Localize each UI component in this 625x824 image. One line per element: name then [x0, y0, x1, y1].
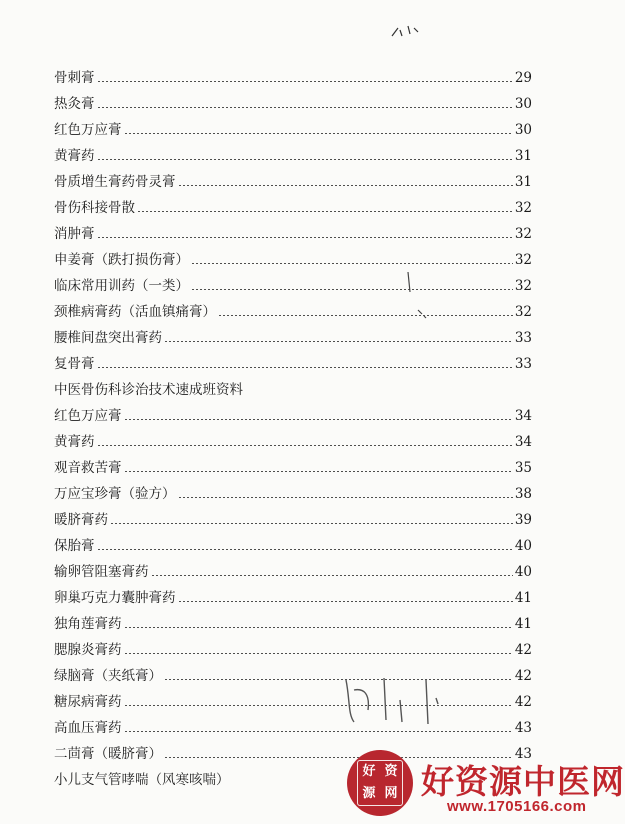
toc-entry-title: 腮腺炎膏药: [54, 642, 122, 658]
toc-entry-title: 观音救苦膏: [54, 460, 122, 476]
dot-leader: [97, 549, 513, 550]
toc-entry-page: 43: [514, 746, 532, 762]
toc-entry: [54, 138, 532, 164]
toc-entry-page: 40: [514, 564, 532, 580]
toc-entry: [54, 164, 532, 190]
dot-leader: [110, 523, 513, 524]
dot-leader: [97, 445, 513, 446]
seal-stamp: [347, 750, 413, 816]
dot-leader: [124, 653, 513, 654]
seal-char: 网: [384, 786, 398, 801]
seal-char: 源: [362, 786, 376, 801]
table-of-contents: [54, 60, 532, 788]
toc-entry: [54, 372, 532, 398]
toc-entry: [54, 554, 532, 580]
toc-entry-page: 42: [514, 694, 532, 710]
toc-entry-title: 二茴膏（暖脐膏）: [54, 746, 162, 762]
toc-entry: [54, 242, 532, 268]
toc-entry-title: 骨伤科接骨散: [54, 200, 135, 216]
toc-entry: [54, 60, 532, 86]
toc-entry-title: 黄膏药: [54, 434, 95, 450]
toc-entry-page: 32: [514, 304, 532, 320]
toc-entry-page: 40: [514, 538, 532, 554]
toc-entry: [54, 502, 532, 528]
dot-leader: [191, 263, 513, 264]
pen-scribble-bottom: [340, 670, 450, 730]
dot-leader: [191, 289, 513, 290]
toc-entry-title: 小儿支气管哮喘（风寒咳喘）: [54, 772, 230, 788]
watermark-brand: 好资源中医网: [421, 762, 625, 801]
toc-entry-page: 35: [514, 460, 532, 476]
dot-leader: [137, 211, 513, 212]
dot-leader: [97, 159, 513, 160]
toc-entry-title: 糖尿病膏药: [54, 694, 122, 710]
toc-entry-page: 32: [514, 278, 532, 294]
toc-entry-page: 33: [514, 330, 532, 346]
toc-entry: [54, 424, 532, 450]
dot-leader: [124, 133, 513, 134]
toc-entry-page: 34: [514, 408, 532, 424]
toc-entry-page: 43: [514, 720, 532, 736]
toc-entry-page: 32: [514, 200, 532, 216]
toc-entry-title: 绿脑膏（夹纸膏）: [54, 668, 162, 684]
toc-entry-page: 33: [514, 356, 532, 372]
toc-entry: [54, 580, 532, 606]
toc-entry-title: 复骨膏: [54, 356, 95, 372]
toc-entry-title: 高血压膏药: [54, 720, 122, 736]
seal-char: 资: [384, 764, 398, 779]
toc-entry-title: 红色万应膏: [54, 408, 122, 424]
dot-leader: [124, 471, 513, 472]
dot-leader: [97, 81, 513, 82]
toc-entry-title: 消肿膏: [54, 226, 95, 242]
toc-entry: [54, 658, 532, 684]
toc-entry: [54, 190, 532, 216]
toc-entry: [54, 606, 532, 632]
toc-entry: [54, 86, 532, 112]
toc-entry-title: 保胎膏: [54, 538, 95, 554]
toc-entry-title: 独角莲膏药: [54, 616, 122, 632]
toc-entry: [54, 268, 532, 294]
toc-entry-title: 骨质增生膏药骨灵膏: [54, 174, 176, 190]
toc-entry: [54, 476, 532, 502]
toc-entry: [54, 528, 532, 554]
toc-entry-title: 黄膏药: [54, 148, 95, 164]
toc-entry: [54, 684, 532, 710]
toc-entry: [54, 632, 532, 658]
toc-entry-page: 31: [514, 148, 532, 164]
watermark-logo: [347, 748, 625, 824]
toc-entry-page: 34: [514, 434, 532, 450]
toc-entry-title: 热灸膏: [54, 96, 95, 112]
toc-entry-title: 腰椎间盘突出膏药: [54, 330, 162, 346]
dot-leader: [178, 497, 513, 498]
toc-entry-title: 骨刺膏: [54, 70, 95, 86]
dot-leader: [178, 601, 513, 602]
pen-mark-middle: [398, 270, 438, 330]
dot-leader: [97, 367, 513, 368]
toc-entry-title: 颈椎病膏药（活血镇痛膏）: [54, 304, 216, 320]
dot-leader: [151, 575, 513, 576]
dot-leader: [97, 107, 513, 108]
dot-leader: [97, 237, 513, 238]
dot-leader: [124, 419, 513, 420]
toc-entry: [54, 346, 532, 372]
dot-leader: [164, 679, 513, 680]
toc-entry: [54, 112, 532, 138]
toc-entry: [54, 398, 532, 424]
dot-leader: [124, 627, 513, 628]
toc-entry-page: 42: [514, 642, 532, 658]
toc-entry-page: 42: [514, 668, 532, 684]
toc-entry: [54, 216, 532, 242]
toc-entry-title: 申姜膏（跌打损伤膏）: [54, 252, 189, 268]
toc-entry-title: 中医骨伤科诊治技术速成班资料: [54, 382, 243, 398]
toc-entry-page: 30: [514, 122, 532, 138]
toc-entry-page: 39: [514, 512, 532, 528]
toc-entry-title: 输卵管阻塞膏药: [54, 564, 149, 580]
watermark-url: www.1705166.com: [447, 798, 587, 815]
toc-entry-page: 29: [514, 70, 532, 86]
toc-entry: [54, 294, 532, 320]
dot-leader: [124, 731, 513, 732]
toc-entry-page: 32: [514, 252, 532, 268]
toc-entry-page: 31: [514, 174, 532, 190]
toc-entry-page: 30: [514, 96, 532, 112]
toc-entry-page: 41: [514, 590, 532, 606]
toc-entry-title: 万应宝珍膏（验方）: [54, 486, 176, 502]
dot-leader: [124, 705, 513, 706]
toc-entry-title: 临床常用训药（一类）: [54, 278, 189, 294]
toc-entry-page: 32: [514, 226, 532, 242]
toc-entry: [54, 450, 532, 476]
seal-char: 好: [362, 764, 376, 779]
toc-entry: [54, 710, 532, 736]
toc-entry: [54, 320, 532, 346]
toc-entry-title: 卵巢巧克力囊肿膏药: [54, 590, 176, 606]
dot-leader: [178, 185, 513, 186]
toc-entry-page: 41: [514, 616, 532, 632]
dot-leader: [218, 315, 513, 316]
toc-entry-title: 红色万应膏: [54, 122, 122, 138]
toc-entry-page: 38: [514, 486, 532, 502]
toc-entry-title: 暖脐膏药: [54, 512, 108, 528]
pen-scribble-top: [388, 22, 428, 42]
dot-leader: [164, 341, 513, 342]
